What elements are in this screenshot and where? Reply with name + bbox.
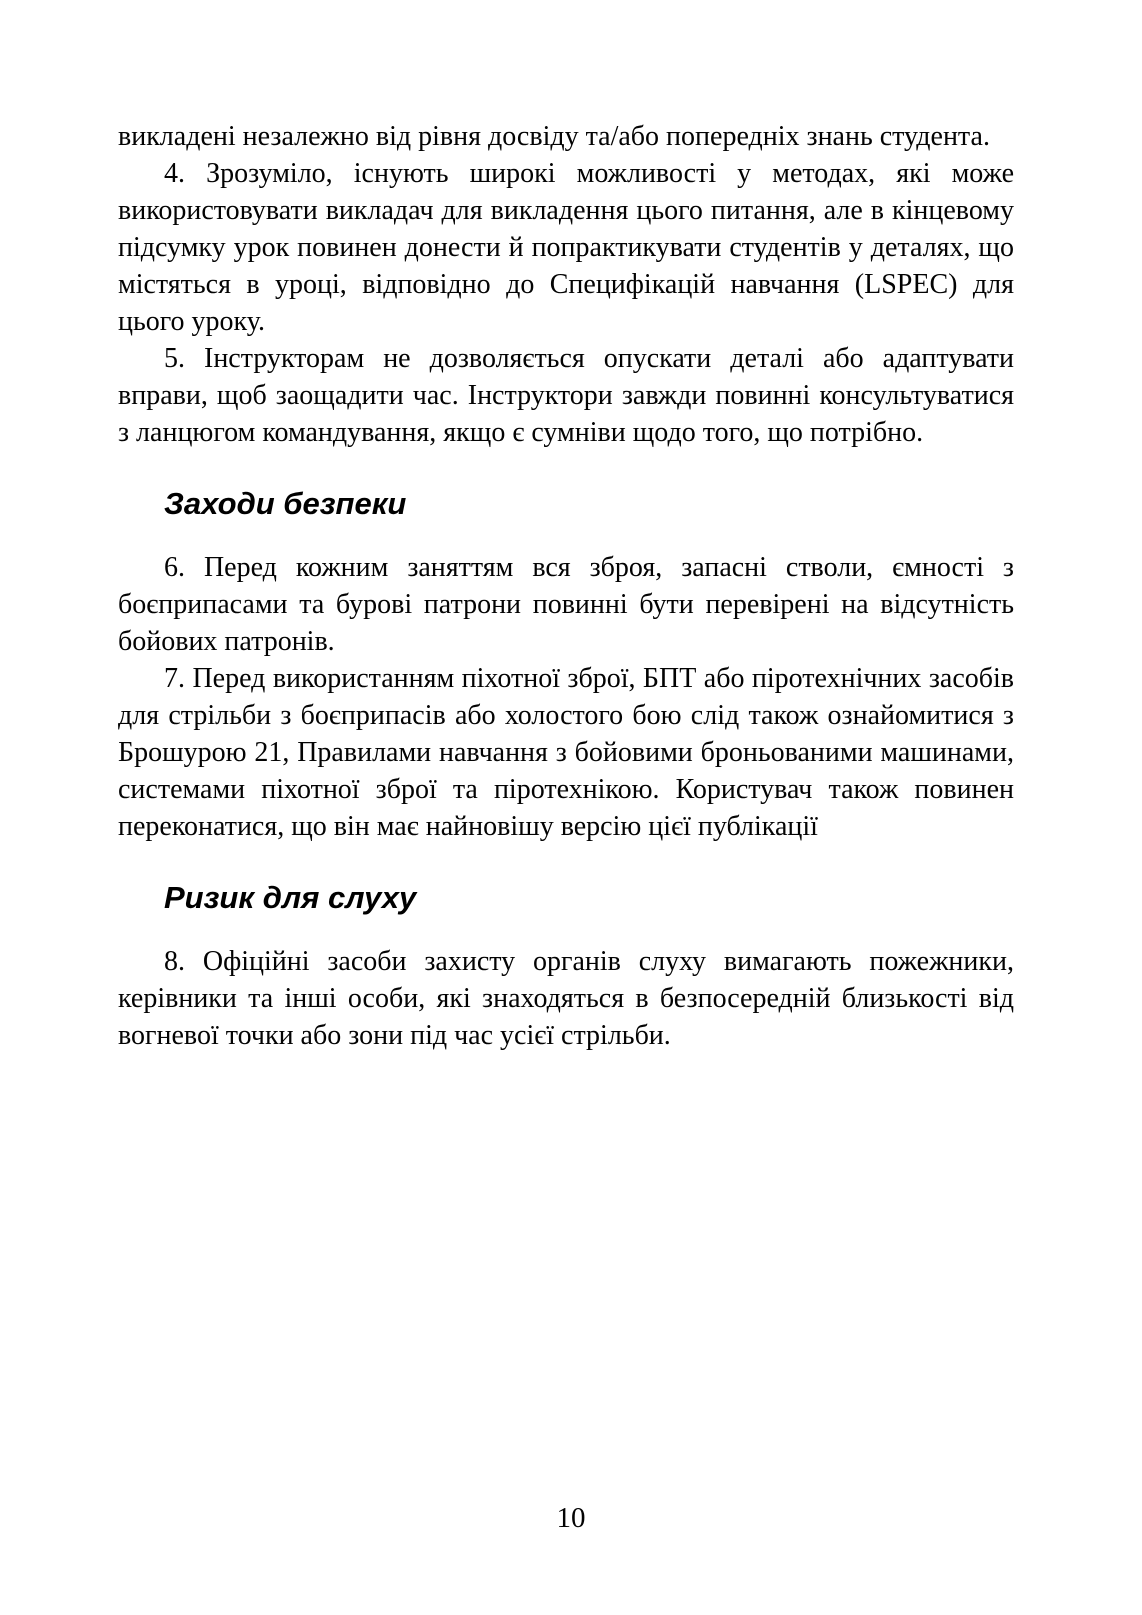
section-heading-hearing: Ризик для слуху	[164, 880, 417, 915]
paragraph-8: 8. Офіційні засоби захисту органів слуху вимагають пожежники, керівники та інші особи, які знаходяться в безпосередній близькості від вогневої точки або зони під час усієї стрільби.	[118, 946, 1014, 1051]
paragraph-7: 7. Перед використанням піхотної зброї, БПТ або піротехнічних засобів для стрільби з боєприпасів або холостого бою слід також ознайомитися з Брошурою 21, Правилами навчання з бойовими броньованими машинами, системами піхотної зброї та піротехнікою. Користувач також повинен переконатися, що він має найновішу версію цієї публікації	[118, 663, 1014, 842]
page-number: 10	[556, 1502, 586, 1534]
text-block	[118, 118, 1014, 1054]
paragraph-4: 4. Зрозуміло, існують широкі можливості у методах, які може використовувати викладач для викладення цього питання, але в кінцевому підсумку урок повинен донести й попрактикувати студентів у деталях, що містяться в уроці, відповідно до Специфікацій навчання (LSPEC) для цього уроку.	[118, 158, 1014, 337]
paragraph-continuation: викладені незалежно від рівня досвіду та/або попередніх знань студента.	[118, 121, 990, 152]
paragraph-6: 6. Перед кожним заняттям вся зброя, запасні стволи, ємності з боєприпасами та бурові патрони повинні бути перевірені на відсутність бойових патронів.	[118, 552, 1014, 657]
section-heading-safety: Заходи безпеки	[164, 486, 407, 521]
paragraph-5: 5. Інструкторам не дозволяється опускати деталі або адаптувати вправи, щоб заощадити час. Інструктори завжди повинні консультуватися з ланцюгом командування, якщо є сумніви щодо того, що потрібно.	[118, 343, 1014, 448]
